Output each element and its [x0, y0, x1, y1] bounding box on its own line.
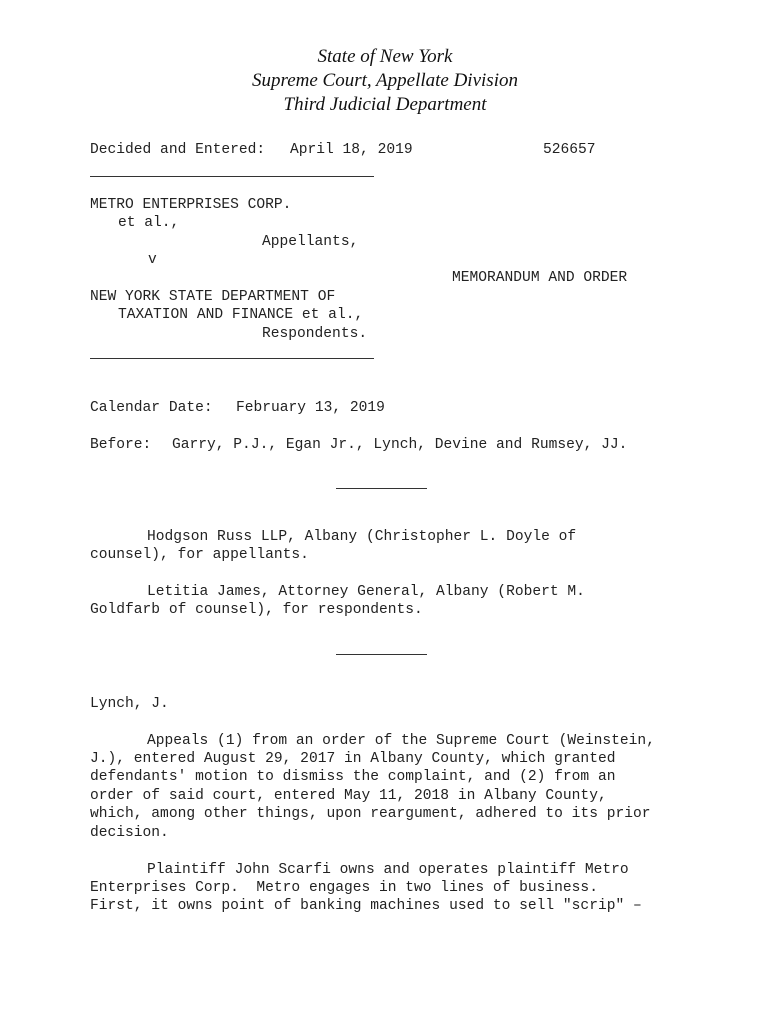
- versus-label: v: [148, 252, 157, 268]
- section-divider-1: [336, 488, 427, 489]
- court-name-line-2: Supreme Court, Appellate Division: [252, 70, 518, 91]
- opinion-author: Lynch, J.: [90, 696, 169, 712]
- docket-number: 526657: [543, 142, 596, 158]
- caption-bottom-rule: [90, 358, 374, 359]
- paragraph-1-line: which, among other things, upon reargument, adhered to its prior: [90, 806, 651, 822]
- order-type: MEMORANDUM AND ORDER: [452, 270, 628, 286]
- respondent-role: Respondents.: [262, 326, 368, 342]
- appellants-counsel-line-2: counsel), for appellants.: [90, 547, 309, 563]
- respondents-counsel-line-2: Goldfarb of counsel), for respondents.: [90, 602, 423, 618]
- calendar-label: Calendar Date:: [90, 400, 213, 416]
- caption-top-rule: [90, 176, 374, 177]
- paragraph-2-line: Plaintiff John Scarfi owns and operates plaintiff Metro: [147, 862, 629, 878]
- respondent-name-line-1: NEW YORK STATE DEPARTMENT OF: [90, 289, 336, 305]
- paragraph-1-line: J.), entered August 29, 2017 in Albany County, which granted: [90, 751, 616, 767]
- paragraph-1-line: Appeals (1) from an order of the Supreme Court (Weinstein,: [147, 733, 655, 749]
- appellant-name-line-1: METRO ENTERPRISES CORP.: [90, 197, 292, 213]
- paragraph-2-line: Enterprises Corp. Metro engages in two lines of business.: [90, 880, 598, 896]
- court-name-line-1: State of New York: [317, 46, 453, 67]
- section-divider-2: [336, 654, 427, 655]
- calendar-date: February 13, 2019: [236, 400, 385, 416]
- appellants-counsel-line-1: Hodgson Russ LLP, Albany (Christopher L. Doyle of: [147, 529, 577, 545]
- appellant-name-line-2: et al.,: [118, 215, 180, 231]
- paragraph-1-line: order of said court, entered May 11, 2018 in Albany County,: [90, 788, 607, 804]
- paragraph-1-line: defendants' motion to dismiss the complaint, and (2) from an: [90, 769, 616, 785]
- decided-date: April 18, 2019: [290, 142, 413, 158]
- decided-label: Decided and Entered:: [90, 142, 266, 158]
- respondents-counsel-line-1: Letitia James, Attorney General, Albany (Robert M.: [147, 584, 585, 600]
- court-name-line-3: Third Judicial Department: [283, 94, 487, 115]
- respondent-name-line-2: TAXATION AND FINANCE et al.,: [118, 307, 364, 323]
- panel-justices: Garry, P.J., Egan Jr., Lynch, Devine and Rumsey, JJ.: [172, 437, 628, 453]
- appellant-role: Appellants,: [262, 234, 359, 250]
- paragraph-2-line: First, it owns point of banking machines used to sell "scrip" –: [90, 898, 642, 914]
- before-label: Before:: [90, 437, 152, 453]
- paragraph-1-line: decision.: [90, 825, 169, 841]
